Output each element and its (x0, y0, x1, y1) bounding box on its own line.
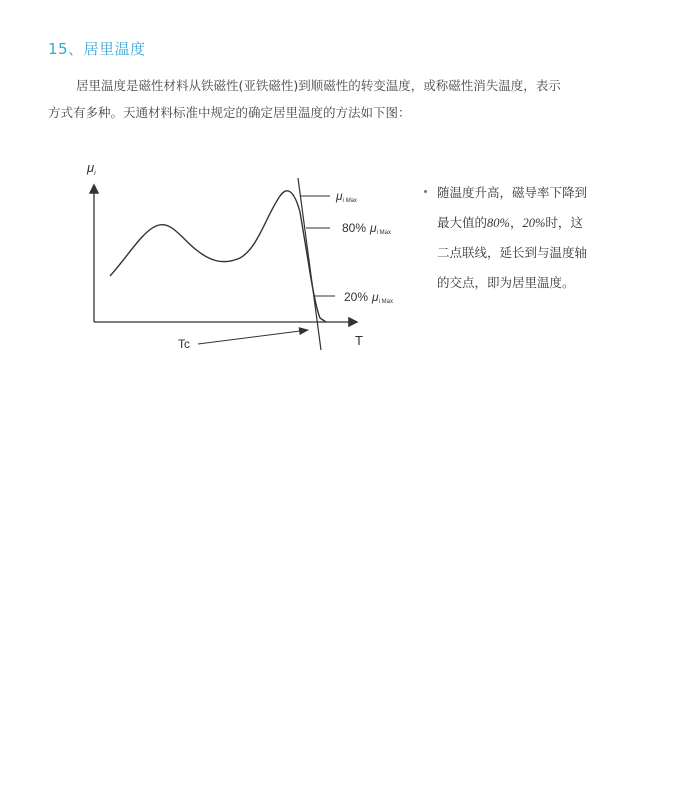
label-20-percent: 20% μi Max (344, 290, 393, 305)
paragraph-line-2: 方式有多种。天通材料标准中规定的确定居里温度的方法如下图： (48, 105, 411, 120)
section-heading (48, 38, 146, 59)
section-number: 15、 (48, 40, 84, 58)
figure-note (437, 178, 637, 298)
note-line-2-c: ， (509, 215, 523, 230)
note-80-percent: 80% (487, 216, 510, 230)
paragraph-line-1: 居里温度是磁性材料从铁磁性(亚铁磁性)到顺磁性的转变温度，或称磁性消失温度，表示 (76, 78, 561, 93)
note-line-2-e: 时，这 (545, 215, 583, 230)
curie-temperature-figure (70, 150, 430, 360)
note-line-4: 的交点，即为居里温度。 (437, 275, 575, 290)
figure-svg (70, 150, 430, 360)
tc-label: Tc (178, 337, 190, 351)
section-title-text: 居里温度 (83, 40, 146, 58)
tangent-line (298, 178, 321, 350)
label-80-percent: 80% μi Max (342, 221, 391, 236)
note-line-1: 随温度升高，磁导率下降到 (437, 185, 588, 200)
permeability-curve (110, 191, 326, 322)
note-line-2-a: 最大值的 (437, 215, 488, 230)
intro-paragraph (48, 72, 662, 126)
note-20-percent: 20% (522, 216, 546, 230)
note-bullet (424, 190, 427, 193)
x-axis-label: T (355, 333, 363, 348)
label-mu-max: μi Max (336, 189, 357, 204)
tc-arrow (198, 330, 308, 344)
y-axis-label: $\mu_i$ (87, 160, 96, 177)
note-line-3: 二点联线，延长到与温度轴 (437, 245, 588, 260)
